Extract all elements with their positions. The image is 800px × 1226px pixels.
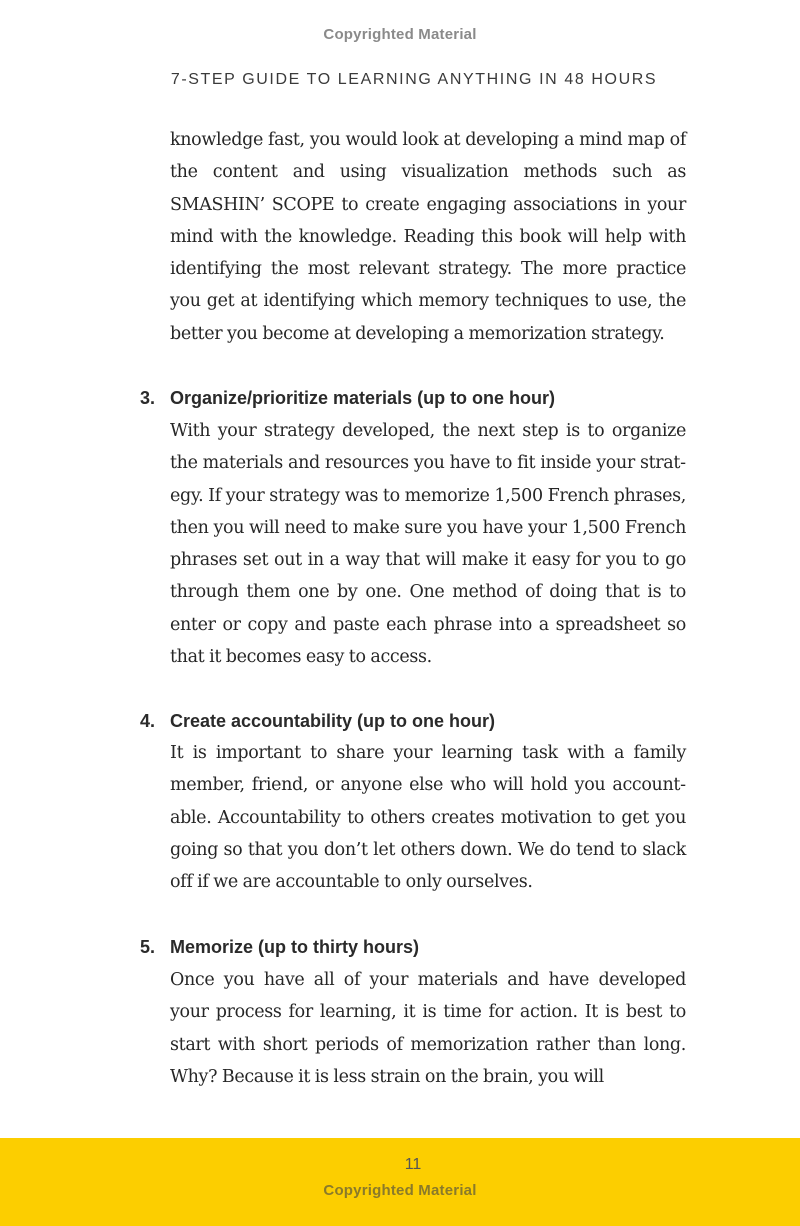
step-4-title: Create accountability (up to one hour) [170, 711, 496, 731]
copyright-watermark-top: Copyrighted Material [323, 26, 477, 43]
step-3-title: Organize/prioritize materials (up to one hour) [170, 388, 556, 408]
step-5-title: Memorize (up to thirty hours) [170, 937, 419, 957]
step-5-paragraph: Once you have all of your materials and have developed your process for learning, it is time for action. It is best to start with short periods of memorization rather than long. Why? Because it is less strain on the brain, you will [170, 970, 686, 1087]
step-3-number: 3. [140, 388, 156, 408]
step-3-paragraph: With your strategy developed, the next step is to organize the materials and resources you have to fit inside your strategy. If your strategy was to memorize 1,500 French phrases, then you will need to make sure you have your 1,500 French phrases set out in a way that will make it easy for you to go through them one by one. One method of doing that is to enter or copy and paste each phrase into a spreadsheet so that it becomes easy to access. [170, 421, 686, 668]
copyright-watermark-bottom: Copyrighted Material [323, 1182, 477, 1199]
step-4-number: 4. [140, 711, 156, 731]
step-4-paragraph: It is important to share your learning task with a family member, friend, or anyone else who will hold you accountable. Accountability to others creates motivation to get you going so that you don’t let others down. We do tend to slack off if we are accountable to only ourselves. [170, 743, 686, 893]
step-4-heading [140, 711, 700, 732]
running-head: 7-STEP GUIDE TO LEARNING ANYTHING IN 48 HOURS [170, 71, 658, 88]
step-5-heading [140, 937, 700, 958]
step-3-heading [140, 388, 700, 409]
step-5-number: 5. [140, 937, 156, 957]
intro-paragraph: knowledge fast, you would look at developing a mind map of the content and using visualization methods such as SMASHIN’ SCOPE to create engaging associations in your mind with the knowledge. Reading this book will help with identifying the most relevant strategy. The more practice you get at identifying which memory techniques to use, the better you become at developing a memorization strategy. [170, 130, 686, 344]
page-number: 11 [404, 1156, 422, 1173]
